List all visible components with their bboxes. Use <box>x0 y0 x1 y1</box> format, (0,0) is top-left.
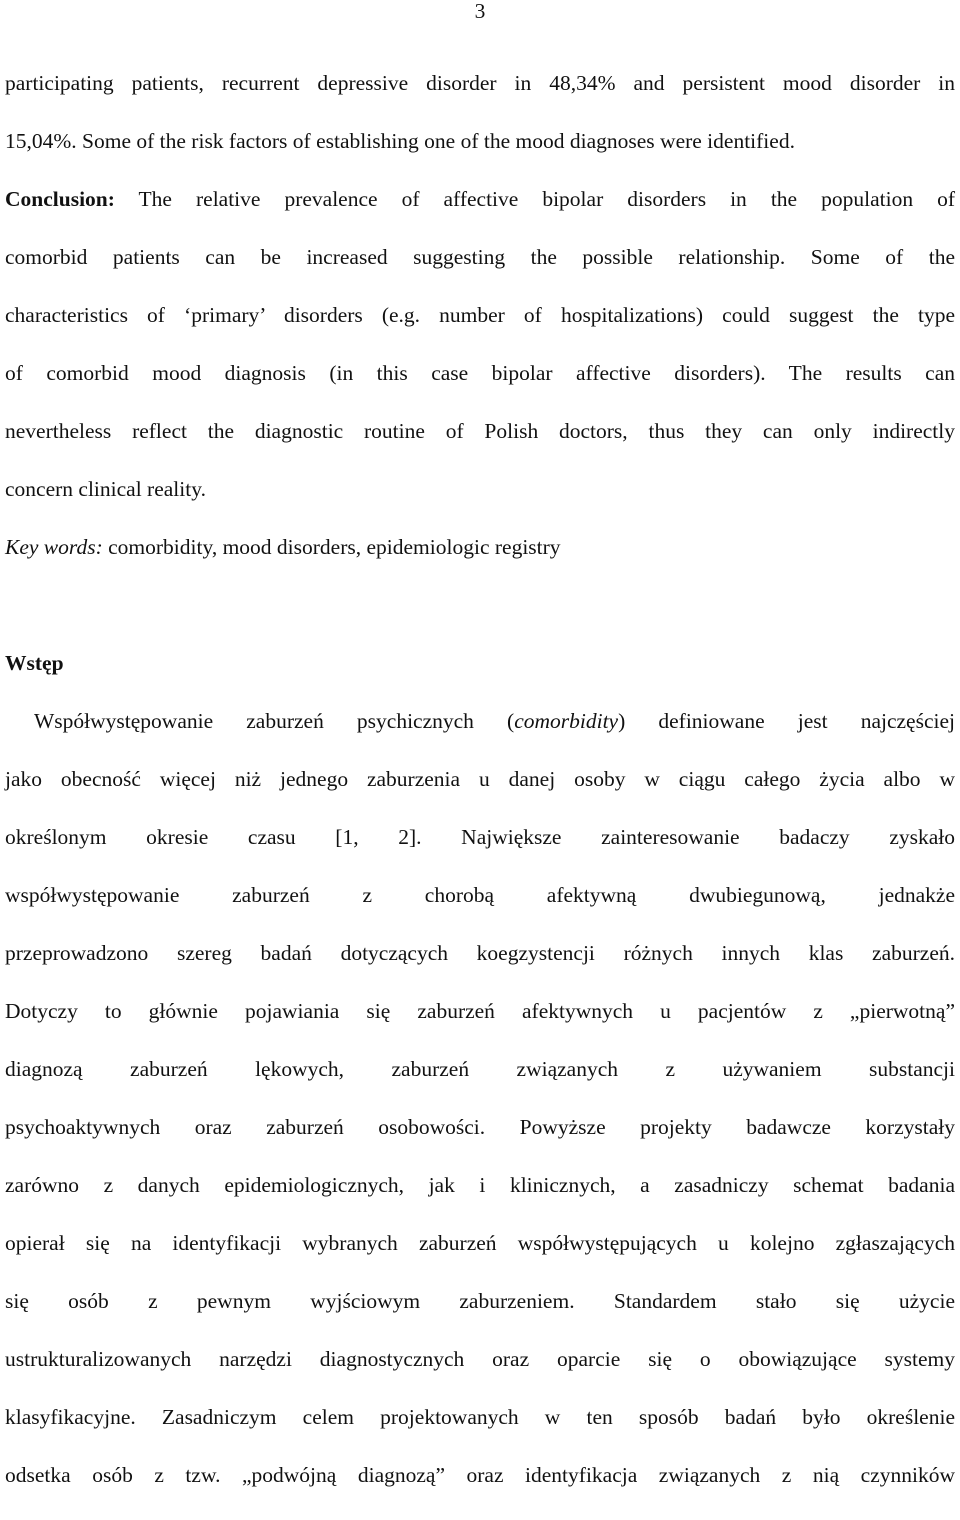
body-line: jako obecność więcej niż jednego zaburzenia u danej osoby w ciągu całego życia albo w <box>5 767 955 791</box>
body-line: opierał się na identyfikacji wybranych zaburzeń współwystępujących u kolejno zgłaszających <box>5 1231 955 1255</box>
body-line: ustrukturalizowanych narzędzi diagnostycznych oraz oparcie się o obowiązujące systemy <box>5 1347 955 1371</box>
section-heading: Wstęp <box>5 651 64 675</box>
body-line: diagnozą zaburzeń lękowych, zaburzeń związanych z używaniem substancji <box>5 1057 955 1081</box>
body-line <box>5 708 955 766</box>
body-text: ) definiowane jest najczęściej <box>618 709 955 733</box>
body-text: Współwystępowanie zaburzeń psychicznych ( <box>34 709 515 733</box>
body-line: się osób z pewnym wyjściowym zaburzeniem. Standardem stało się użycie <box>5 1289 955 1313</box>
abstract-line: participating patients, recurrent depressive disorder in 48,34% and persistent mood disorder in <box>5 71 955 95</box>
body-line: przeprowadzono szereg badań dotyczących koegzystencji różnych innych klas zaburzeń. <box>5 941 955 965</box>
body-line: psychoaktywnych oraz zaburzeń osobowości. Powyższe projekty badawcze korzystały <box>5 1115 955 1139</box>
body-line: Dotyczy to głównie pojawiania się zaburzeń afektywnych u pacjentów z „pierwotną” <box>5 999 955 1023</box>
abstract-line: nevertheless reflect the diagnostic routine of Polish doctors, thus they can only indirectly <box>5 419 955 443</box>
abstract-block <box>5 70 955 592</box>
keywords-line <box>5 534 955 592</box>
keywords-label: Key words: <box>5 535 103 559</box>
body-line: klasyfikacyjne. Zasadniczym celem projektowanych w ten sposób badań było określenie <box>5 1405 955 1429</box>
body-line: określonym okresie czasu [1, 2]. Największe zainteresowanie badaczy zyskało <box>5 825 955 849</box>
abstract-line: of comorbid mood diagnosis (in this case bipolar affective disorders). The results can <box>5 361 955 385</box>
keywords-text: comorbidity, mood disorders, epidemiologic registry <box>102 535 561 559</box>
conclusion-label: Conclusion: <box>5 187 115 211</box>
abstract-line: comorbid patients can be increased suggesting the possible relationship. Some of the <box>5 245 955 269</box>
body-italic-term: comorbidity <box>514 709 619 733</box>
abstract-line: concern clinical reality. <box>5 477 206 501</box>
body-line: zarówno z danych epidemiologicznych, jak i klinicznych, a zasadniczy schemat badania <box>5 1173 955 1197</box>
abstract-line: characteristics of ‘primary’ disorders (e.g. number of hospitalizations) could suggest the type <box>5 303 955 327</box>
conclusion-line <box>5 186 955 244</box>
body-line: współwystępowanie zaburzeń z chorobą afektywną dwubiegunową, jednakże <box>5 883 955 907</box>
section-body <box>5 708 955 1520</box>
body-line: odsetka osób z tzw. „podwójną diagnozą” oraz identyfikacja związanych z nią czynników <box>5 1463 955 1487</box>
page-number: 3 <box>474 0 486 23</box>
conclusion-text: The relative prevalence of affective bipolar disorders in the population of <box>114 187 955 211</box>
abstract-line: 15,04%. Some of the risk factors of establishing one of the mood diagnoses were identified. <box>5 129 795 153</box>
